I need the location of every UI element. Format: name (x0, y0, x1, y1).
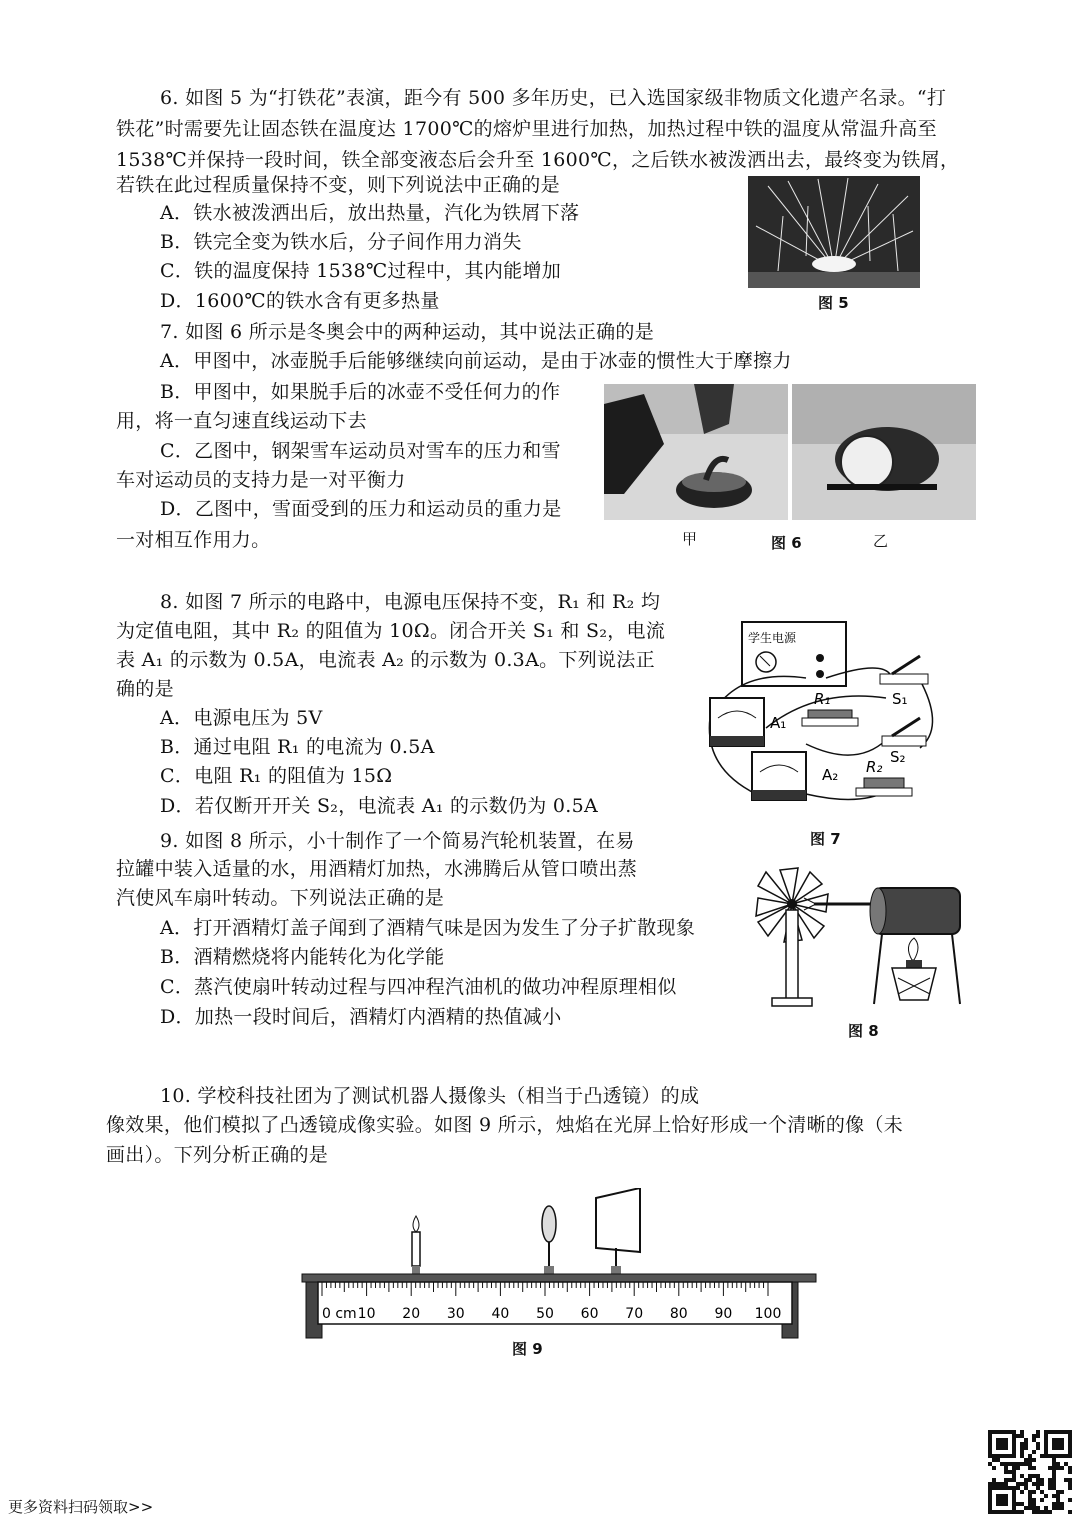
ruler-tick-label: 100 (754, 1306, 782, 1322)
q9-option-b: B．酒精燃烧将内能转化为化学能 (160, 946, 445, 968)
q7-option-c: C．乙图中，钢架雪车运动员对雪车的压力和雪 (160, 440, 561, 462)
ruler-tick-label: 60 (580, 1306, 599, 1322)
q10-line-1: 10. 学校科技社团为了测试机器人摄像头（相当于凸透镜）的成 (160, 1085, 700, 1107)
figure-7-label-r1: R₁ (814, 690, 831, 708)
figure-9-optical-bench (300, 1188, 824, 1348)
q7-option-d-cont: 一对相互作用力。 (116, 529, 271, 551)
q8-option-d: D．若仅断开开关 S₂，电流表 A₁ 的示数仍为 0.5A (160, 795, 599, 817)
figure-7-label-s2: S₂ (890, 748, 906, 766)
figure-6-label-jia: 甲 (682, 530, 698, 548)
ruler-tick-label: 40 (491, 1306, 510, 1322)
q9-option-c: C．蒸汽使扇叶转动过程与四冲程汽油机的做功冲程原理相似 (160, 976, 677, 998)
q8-option-b: B．通过电阻 R₁ 的电流为 0.5A (160, 736, 435, 758)
ruler-tick-label: 90 (714, 1306, 733, 1322)
figure-9-unit-label: 0 cm (322, 1306, 357, 1322)
q6-line-3: 1538℃并保持一段时间，铁全部变液态后会升至 1600℃，之后铁水被泼洒出去，最终变为铁屑， (116, 149, 960, 171)
figure-6-curling-image (604, 384, 788, 520)
q10-line-3: 画出）。下列分析正确的是 (106, 1144, 329, 1166)
ruler-tick-label: 20 (402, 1306, 421, 1322)
q7-option-b: B．甲图中，如果脱手后的冰壶不受任何力的作 (160, 381, 561, 403)
q7-option-d: D．乙图中，雪面受到的压力和运动员的重力是 (160, 498, 562, 520)
footer-text[interactable]: 更多资料扫码领取>> (8, 1498, 154, 1516)
ruler-tick-label: 80 (669, 1306, 688, 1322)
q10-line-2: 像效果，他们模拟了凸透镜成像实验。如图 9 所示，烛焰在光屏上恰好形成一个清晰的像（未 (106, 1114, 904, 1136)
figure-5-caption: 图 5 (818, 294, 849, 312)
q8-line-3: 表 A₁ 的示数为 0.5A，电流表 A₂ 的示数为 0.3A。下列说法正 (116, 649, 655, 671)
q7-line-1: 7. 如图 6 所示是冬奥会中的两种运动，其中说法正确的是 (160, 321, 655, 343)
ruler-tick-label: 70 (625, 1306, 644, 1322)
figure-7-label-r2: R₂ (866, 758, 883, 776)
q9-line-1: 9. 如图 8 所示，小十制作了一个简易汽轮机装置，在易 (160, 830, 635, 852)
q6-option-d: D．1600℃的铁水含有更多热量 (160, 290, 440, 312)
qr-code-image[interactable] (988, 1430, 1072, 1514)
q7-option-a: A．甲图中，冰壶脱手后能够继续向前运动，是由于冰壶的惯性大于摩擦力 (160, 350, 792, 372)
q8-option-c: C．电阻 R₁ 的阻值为 15Ω (160, 765, 393, 787)
q6-line-2: 铁花”时需要先让固态铁在温度达 1700℃的熔炉里进行加热，加热过程中铁的温度从常温升高至 (116, 118, 937, 140)
q8-line-2: 为定值电阻，其中 R₂ 的阻值为 10Ω。闭合开关 S₁ 和 S₂，电流 (116, 620, 666, 642)
figure-7-caption: 图 7 (810, 830, 841, 848)
figure-7-label-s1: S₁ (892, 690, 908, 708)
q9-option-a: A．打开酒精灯盖子闻到了酒精气味是因为发生了分子扩散现象 (160, 917, 696, 939)
figure-6-skeleton-image (792, 384, 976, 520)
q8-line-4: 确的是 (116, 678, 174, 700)
figure-6-caption: 图 6 (771, 534, 802, 552)
q6-line-1: 6. 如图 5 为“打铁花”表演，距今有 500 多年历史，已入选国家级非物质文化遗产名录。“打 (160, 87, 947, 109)
q9-option-d: D．加热一段时间后，酒精灯内酒精的热值减小 (160, 1006, 562, 1028)
figure-9-caption: 图 9 (512, 1340, 543, 1358)
figure-5-iron-flower-image (748, 176, 920, 288)
q6-line-4: 若铁在此过程质量保持不变，则下列说法中正确的是 (116, 174, 560, 196)
q6-option-b: B．铁完全变为铁水后，分子间作用力消失 (160, 231, 522, 253)
q7-option-c-cont: 车对运动员的支持力是一对平衡力 (116, 469, 406, 491)
q8-option-a: A．电源电压为 5V (160, 707, 323, 729)
figure-7-power-label: 学生电源 (748, 631, 797, 645)
ruler-tick-label: 10 (357, 1306, 376, 1322)
q9-line-3: 汽使风车扇叶转动。下列说法正确的是 (116, 887, 445, 909)
figure-7-circuit (696, 618, 946, 818)
q6-option-a: A．铁水被泼洒出后，放出热量，汽化为铁屑下落 (160, 202, 580, 224)
q8-line-1: 8. 如图 7 所示的电路中，电源电压保持不变，R₁ 和 R₂ 均 (160, 591, 661, 613)
figure-6-label-yi: 乙 (873, 532, 889, 550)
ruler-tick-label: 50 (536, 1306, 554, 1322)
figure-7-label-a2: A₂ (822, 766, 839, 784)
figure-7-label-a1: A₁ (770, 714, 787, 732)
q6-option-c: C．铁的温度保持 1538℃过程中，其内能增加 (160, 260, 562, 282)
figure-8-turbine (752, 864, 974, 1014)
q9-line-2: 拉罐中装入适量的水，用酒精灯加热，水沸腾后从管口喷出蒸 (116, 858, 638, 880)
q7-option-b-cont: 用，将一直匀速直线运动下去 (116, 410, 367, 432)
figure-8-caption: 图 8 (848, 1022, 879, 1040)
ruler-tick-label: 30 (446, 1306, 465, 1322)
